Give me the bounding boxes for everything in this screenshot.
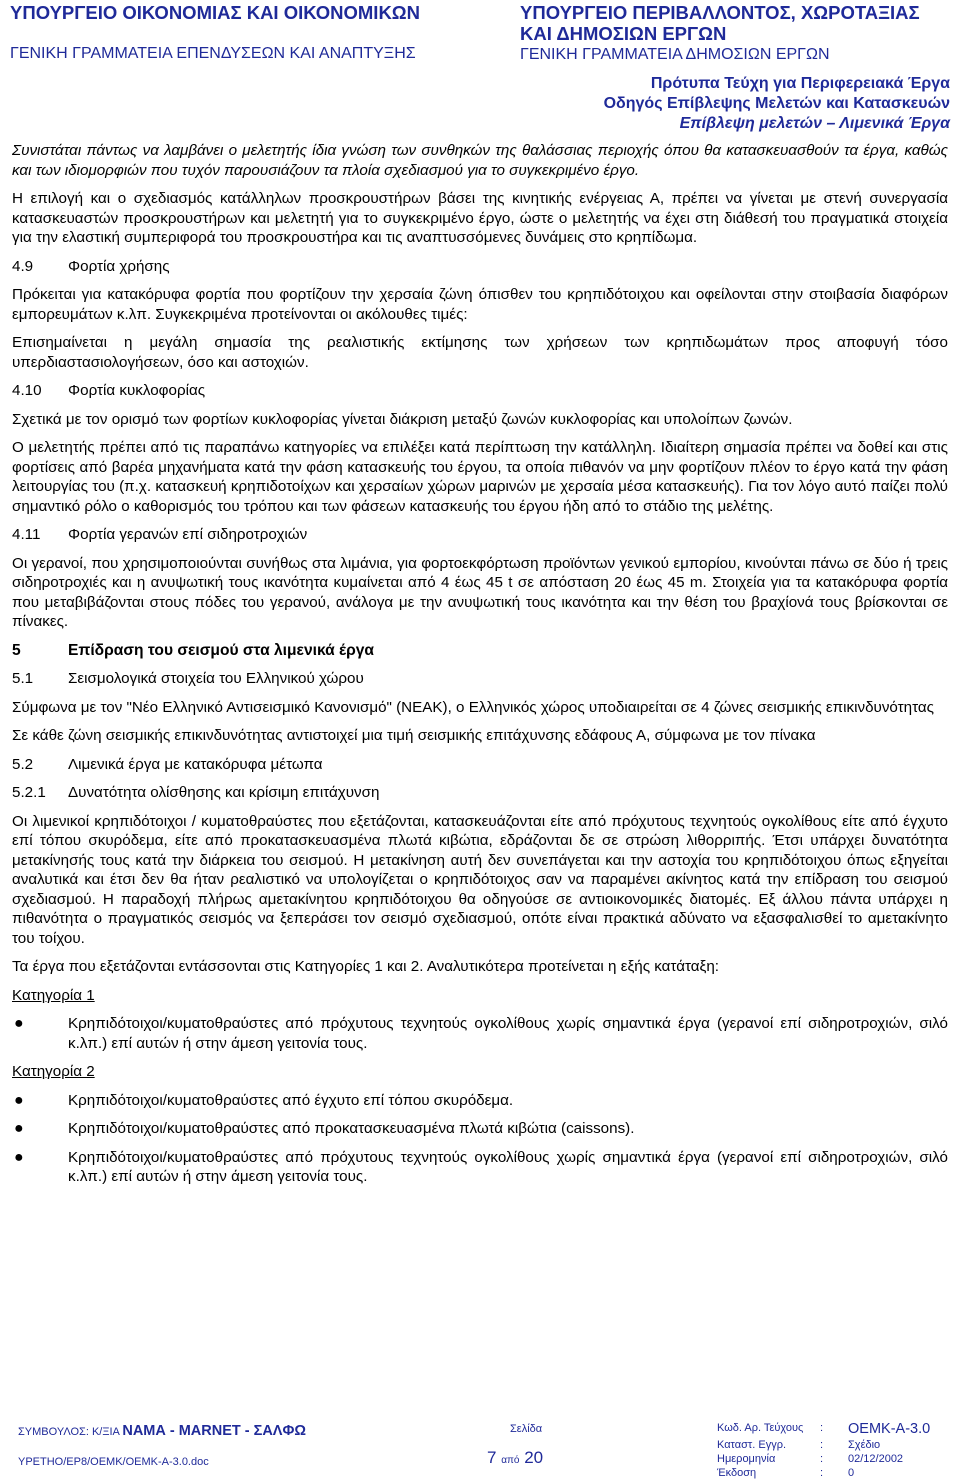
- section-heading-4-9: [12, 257, 948, 277]
- page-total: 20: [524, 1448, 544, 1467]
- page-label: Σελίδα: [510, 1423, 543, 1435]
- meta-colon: :: [820, 1453, 824, 1465]
- paragraph-4-10-b: Ο μελετητής πρέπει από τις παραπάνω κατηγορίες να επιλέξει κατά περίπτωση την κατάλληλη. Ιδιαίτερη σημασία πρέπει να δοθεί και στις φορτίσεις από βαρέα μηχανήματα κατά την φάση κατασκευής του έργου, τα οποία πιθανόν να μην φορτίζουν πλέον το έργο κατά την φάση λειτουργίας του (π.χ. κατασκευή κρηπιδοτοίχων και χερσαίων χώρων μαρινών με χερσαία μέσα κατασκευής). Για τον λόγο αυτό παίζει πολύ σημαντικό ρόλο ο καθορισμός του τρόπου και των φάσεων κατασκευής του έργου ήδη από το στάδιο της μελέτης.: [12, 439, 948, 515]
- paragraph-5-1-a: Σύμφωνα με τον "Νέο Ελληνικό Αντισεισμικό Κανονισμό" (ΝΕΑΚ), ο Ελληνικός χώρος υποδιαιρείται σε 4 ζώνες σεισμικής επικινδυνότητας: [12, 698, 934, 716]
- meta-value: Σχέδιο: [848, 1439, 881, 1451]
- category-1-title: Κατηγορία 1: [12, 986, 95, 1004]
- page-footer: [0, 1420, 960, 1480]
- section-number: 4.9: [12, 257, 34, 275]
- paragraph-5-2-1-b: Τα έργα που εξετάζονται εντάσσονται στις Κατηγορίες 1 και 2. Αναλυτικότερα προτείνεται η εξής κατάταξη:: [12, 958, 720, 975]
- page-number: 7: [487, 1448, 497, 1467]
- meta-row-edition: [717, 1466, 947, 1480]
- list-item: [12, 1119, 948, 1139]
- meta-value: 0: [848, 1467, 855, 1479]
- paragraph-fenders: Η επιλογή και ο σχεδιασμός κατάλληλων προσκρουστήρων βάσει της κινητικής ενέργειας Α, πρέπει να γίνεται με στενή συνεργασία κατασκευαστών προσκρουστήρων και μελετητή για το συγκεκριμένο έργο, ώστε ο μελετητής να έχει στη διάθεσή του πραγματικά στοιχεία για την ελαστική συμπεριφορά του προσκρουστήρα και τις αναπτυσσόμενες δυνάμεις στο κρηπίδωμα.: [12, 190, 948, 246]
- meta-key: Ημερομηνία: [717, 1453, 776, 1465]
- list-item: [12, 1014, 948, 1053]
- section-number: 5.2.1: [12, 784, 46, 801]
- bullet-icon: ●: [14, 1120, 24, 1137]
- bullet-icon: ●: [14, 1015, 24, 1032]
- section-title: Λιμενικά έργα με κατακόρυφα μέτωπα: [68, 755, 323, 773]
- header-left: [10, 2, 420, 64]
- section-title: Φορτία κυκλοφορίας: [68, 382, 206, 399]
- document-body: [12, 141, 948, 1196]
- meta-colon: :: [820, 1467, 824, 1479]
- meta-value: 02/12/2002: [848, 1453, 904, 1465]
- meta-value: ΟΕΜΚ-Α-3.0: [848, 1421, 931, 1437]
- list-item-text: Κρηπιδότοιχοι/κυματοθραύστες από προκατασκευασμένα πλωτά κιβώτια (caissons).: [68, 1120, 635, 1137]
- meta-key: Καταστ. Εγγρ.: [717, 1439, 787, 1451]
- section-heading-4-10: [12, 381, 948, 401]
- paragraph-5-1-b: Σε κάθε ζώνη σεισμικής επικινδυνότητας αντιστοιχεί μια τιμή σεισμικής επιτάχυνσης εδάφους Α, σύμφωνα με τον πίνακα: [12, 727, 816, 744]
- section-number: 4.11: [12, 526, 41, 543]
- doc-title-2: Οδηγός Επίβλεψης Μελετών και Κατασκευών: [603, 95, 950, 112]
- doc-title-3: Επίβλεψη μελετών – Λιμενικά Έργα: [679, 115, 950, 132]
- document-titles: [604, 74, 950, 134]
- paragraph-5-2-1-a: Οι λιμενικοί κρηπιδότοιχοι / κυματοθραύστες που εξετάζονται, κατασκευάζονται είτε από πρόχυτους τεχνητούς ογκολίθους είτε από έγχυτο επί τόπου σκυρόδεμα, είτε από προκατασκευασμένα πλωτά κιβώτια, εδράζονται δε σε στρώση λιθορριπής. Έτσι υπάρχει δυνατότητα μετακίνησής τους κατά την διάρκεια του σεισμού. Η μετακίνηση αυτή δεν συνεπάγεται και την αστοχία του κρηπιδότοιχου όπως εξηγείται αναλυτικά και έτσι δεν θα ήταν ρεαλιστικό να υπολογίζεται ο κρηπιδότοιχος σαν να παραμένει ακίνητος κατά την επίδραση του σεισμού σχεδιασμού. Η παραδοχή πλήρως αμετακίνητου κρηπιδότοιχου θα οδηγούσε σε αντιοικονομικές διατομές. Εξ άλλου πάντα υπάρχει η πιθανότητα ο πραγματικός σεισμός να ξεπεράσει τον σεισμό σχεδιασμού, οπότε είναι πρακτικά αδύνατο να εξασφαλισθεί το αμετακίνητο του τοίχου.: [12, 812, 948, 947]
- header-right: [520, 2, 920, 65]
- meta-row-status: [717, 1438, 947, 1452]
- left-secretariat: ΓΕΝΙΚΗ ΓΡΑΜΜΑΤΕΙΑ ΕΠΕΝΔΥΣΕΩΝ ΚΑΙ ΑΝΑΠΤΥΞΗΣ: [10, 45, 416, 62]
- meta-colon: :: [820, 1439, 824, 1451]
- paragraph-4-9-a: Πρόκειται για κατακόρυφα φορτία που φορτίζουν την χερσαία ζώνη όπισθεν του κρηπιδότοιχου και οφείλονται στην στοιβασία διαφόρων εμπορευμάτων κ.λπ. Συγκεκριμένα προτείνονται οι ακόλουθες τιμές:: [12, 286, 948, 323]
- list-item: [12, 1148, 948, 1187]
- list-item: [12, 1091, 948, 1111]
- section-title: Επίδραση του σεισμού στα λιμενικά έργα: [68, 641, 374, 659]
- meta-colon: :: [820, 1422, 824, 1434]
- meta-key: Έκδοση: [717, 1467, 757, 1479]
- left-ministry: ΥΠΟΥΡΓΕΙΟ ΟΙΚΟΝΟΜΙΑΣ ΚΑΙ ΟΙΚΟΝΟΜΙΚΩΝ: [10, 2, 420, 23]
- section-number: 5: [12, 641, 21, 659]
- right-secretariat: ΓΕΝΙΚΗ ΓΡΑΜΜΑΤΕΙΑ ΔΗΜΟΣΙΩΝ ΕΡΓΩΝ: [520, 46, 830, 63]
- meta-row-date: [717, 1452, 947, 1466]
- right-ministry-line2: ΚΑΙ ΔΗΜΟΣΙΩΝ ΕΡΓΩΝ: [520, 23, 727, 44]
- consultant-label: ΣΥΜΒΟΥΛΟΣ: Κ/ΞΙΑ: [18, 1426, 120, 1438]
- section-title: Σεισμολογικά στοιχεία του Ελληνικού χώρου: [68, 670, 364, 687]
- meta-key: Κωδ. Αρ. Τεύχους: [717, 1422, 804, 1434]
- meta-row-code: [717, 1421, 947, 1438]
- consultant: [18, 1423, 306, 1439]
- paragraph-4-11: Οι γερανοί, που χρησιμοποιούνται συνήθως στα λιμάνια, για φορτοεκφόρτωση προϊόντων γενικού εμπορίου, κινούνται πάνω σε δύο ή τρεις σιδηροτροχιές και η ανυψωτική τους ικανότητα κυμαίνεται από 4 έως 45 t σε απόσταση 20 έως 45 m. Στοιχεία για τα κατακόρυφα φορτία που μεταβιβάζονται στους πόδες του γερανού, ανάλογα με την ανυψωτική τους ικανότητα και την θέση του βραχίονά τους βρίσκονται σε πίνακες.: [12, 554, 948, 630]
- page-header: [0, 0, 960, 140]
- list-item-text: Κρηπιδότοιχοι/κυματοθραύστες από πρόχυτους τεχνητούς ογκολίθους χωρίς σημαντικά έργα (γερανοί επί σιδηροτροχιών, σιλό κ.λπ.) επί αυτών ή στην άμεση γειτονία τους.: [68, 1148, 948, 1185]
- paragraph-4-10-a: Σχετικά με τον ορισμό των φορτίων κυκλοφορίας γίνεται διάκριση μεταξύ ζωνών κυκλοφορίας και υπολοίπων ζωνών.: [12, 410, 793, 428]
- section-heading-5: [12, 641, 948, 661]
- doc-title-1: Πρότυπα Τεύχη για Περιφερειακά Έργα: [650, 75, 950, 92]
- bullet-icon: ●: [14, 1148, 24, 1166]
- section-number: 4.10: [12, 382, 42, 399]
- section-title: Δυνατότητα ολίσθησης και κρίσιμη επιτάχυνση: [68, 784, 380, 801]
- page-of: από: [501, 1455, 520, 1466]
- section-title: Φορτία χρήσης: [68, 257, 170, 275]
- section-heading-5-2: [12, 755, 948, 775]
- section-heading-5-2-1: [12, 783, 948, 803]
- category-2-title: Κατηγορία 2: [12, 1063, 95, 1080]
- right-ministry-line1: ΥΠΟΥΡΓΕΙΟ ΠΕΡΙΒΑΛΛΟΝΤΟΣ, ΧΩΡΟΤΑΞΙΑΣ: [520, 2, 920, 23]
- section-heading-4-11: [12, 525, 948, 545]
- paragraph-4-9-b: Επισημαίνεται η μεγάλη σημασία της ρεαλιστικής εκτίμησης των χρήσεων των κρηπιδωμάτων προς αποφυγή τόσο υπερδιαστασιολογήσεων, όσο και αστοχιών.: [12, 334, 948, 371]
- list-item-text: Κρηπιδότοιχοι/κυματοθραύστες από πρόχυτους τεχνητούς ογκολίθους χωρίς σημαντικά έργα (γερανοί επί σιδηροτροχιών, σιλό κ.λπ.) επί αυτών ή στην άμεση γειτονία τους.: [68, 1015, 948, 1052]
- section-heading-5-1: [12, 669, 948, 689]
- section-number: 5.1: [12, 670, 34, 687]
- section-number: 5.2: [12, 755, 34, 773]
- list-item-text: Κρηπιδότοιχοι/κυματοθραύστες από έγχυτο επί τόπου σκυρόδεμα.: [68, 1091, 514, 1109]
- file-path: ΥΡΕΤΗΟ/ΕΡ8/ΟΕΜΚ/ΟΕΜΚ-Α-3.0.doc: [18, 1456, 209, 1468]
- document-metadata: [717, 1421, 947, 1480]
- section-title: Φορτία γερανών επί σιδηροτροχιών: [68, 526, 308, 543]
- consultant-name: ΝΑΜΑ - ΜΑRΝΕΤ - ΣΑΛΦΩ: [122, 1423, 307, 1439]
- bullet-icon: ●: [14, 1091, 24, 1109]
- paragraph-intro: Συνιστάται πάντως να λαμβάνει ο μελετητής ίδια γνώση των συνθηκών της θαλάσσιας περιοχής όπου θα κατασκευασθούν τα έργα, καθώς και των ιδιομορφιών που τυχόν παρουσιάζουν τα πλοία σχεδιασμού για το συγκεκριμένο έργο.: [12, 142, 948, 179]
- page-counter: [487, 1448, 543, 1468]
